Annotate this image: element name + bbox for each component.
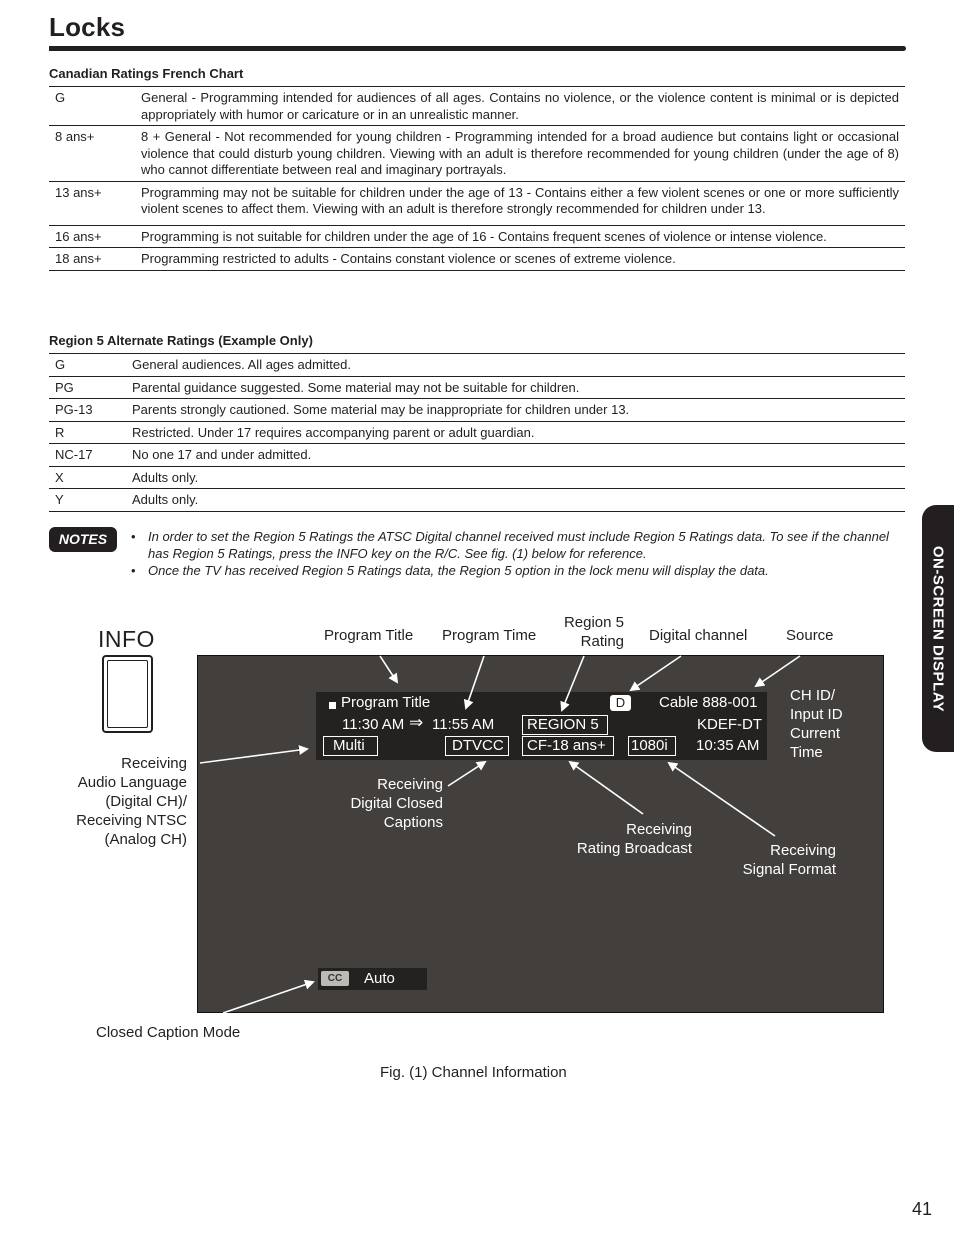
arrow-source	[756, 656, 800, 686]
arrow-rating	[570, 762, 643, 814]
time-arrow-icon: ⇒	[409, 713, 424, 732]
rating-desc: General audiences. All ages admitted.	[132, 357, 351, 372]
rating-desc: Parents strongly cautioned. Some material may be inappropriate for children under 13.	[132, 402, 630, 417]
arrow-signal	[669, 763, 775, 836]
rating-code: Y	[55, 492, 64, 507]
rating-code: R	[55, 424, 65, 440]
arrow-program-title	[380, 656, 397, 682]
canadian-french-title: Canadian Ratings French Chart	[49, 66, 244, 81]
rating-code: PG	[55, 379, 74, 395]
arrow-cc-mode	[223, 982, 313, 1013]
banner-program-title: Program Title	[341, 694, 431, 711]
rating-code: 18 ans+	[55, 251, 102, 266]
info-label: INFO	[98, 626, 155, 652]
callout-source: Source	[786, 627, 834, 644]
rating-code: 8 ans+	[55, 129, 95, 144]
callout-rating-broadcast: Receiving Rating Broadcast	[576, 821, 692, 857]
rating-code: PG-13	[55, 402, 93, 417]
arrow-digital-channel	[631, 656, 681, 690]
rating-desc: Parental guidance suggested. Some material may not be suitable for children.	[132, 379, 580, 395]
banner-dtvcc: DTVCC	[452, 737, 504, 754]
rating-code: G	[55, 90, 66, 105]
rating-desc: General - Programming intended for audiences of all ages. Contains no violence, or the violence content is minimal or is depicted appropriately with humor or caricature or in an unrealistic manner.	[141, 90, 899, 122]
banner-clock: 10:35 AM	[696, 737, 760, 754]
side-tab-label: ON-SCREEN DISPLAY	[929, 545, 947, 712]
rating-code: X	[55, 469, 64, 485]
callout-chid-time: CH ID/ Input ID Current Time	[790, 687, 843, 761]
banner-station: KDEF-DT	[697, 716, 762, 733]
banner-region: REGION 5	[527, 716, 599, 733]
callout-cc-mode: Closed Caption Mode	[96, 1024, 241, 1041]
rating-desc: Programming restricted to adults - Contains constant violence or scenes of extreme violence.	[141, 251, 676, 266]
banner-time-start: 11:30 AM	[342, 716, 405, 733]
note-item: • In order to set the Region 5 Ratings the ATSC Digital channel received must include Region 5 Ratings data. To see if the channel has Region 5 Ratings, press the INFO key on the R/C. See fig. (1) below for reference.	[131, 528, 906, 562]
rating-desc: No one 17 and under admitted.	[132, 447, 312, 462]
region5-title: Region 5 Alternate Ratings (Example Only)	[49, 333, 313, 348]
callout-audio-language: Receiving Audio Language (Digital CH)/ Receiving NTSC (Analog CH)	[76, 755, 187, 848]
page-heading: Locks	[49, 12, 126, 42]
rating-code: 13 ans+	[55, 184, 102, 200]
figure-caption: Fig. (1) Channel Information	[380, 1064, 567, 1081]
banner-time-end: 11:55 AM	[432, 716, 495, 733]
rating-desc: Programming is not suitable for children under the age of 16 - Contains frequent scenes of violence or intense violence.	[141, 228, 827, 244]
closed-caption-icon: CC	[321, 971, 349, 986]
banner-rating: CF-18 ans+	[527, 737, 606, 754]
rating-code: G	[55, 357, 66, 372]
page-number: 41	[912, 1199, 933, 1219]
rating-desc: 8 + General - Not recommended for young children - Programming intended for a broad audience but contains light or occasional violence that could disturb young children. Viewing with an adult is therefore recommended for young children (under the age of 8) who cannot differentiate between real and imaginary portrayals.	[141, 129, 899, 177]
arrow-audio-screen	[200, 749, 307, 763]
arrow-region5	[562, 656, 584, 710]
digital-badge-icon: D	[610, 695, 631, 711]
rating-desc: Adults only.	[132, 469, 199, 485]
cc-mode-value: Auto	[364, 970, 395, 987]
banner-format: 1080i	[631, 737, 668, 754]
rating-desc: Restricted. Under 17 requires accompanying parent or adult guardian.	[132, 424, 535, 440]
rating-desc: Programming may not be suitable for children under the age of 13 - Contains either a few violent scenes or one or more sufficiently violent scenes to affect them. Viewing with an adult is therefore strongly recommended for children under 13.	[141, 184, 899, 216]
rating-desc: Adults only.	[132, 492, 199, 507]
rating-code: NC-17	[55, 447, 93, 462]
banner-source: Cable 888-001	[659, 694, 758, 711]
callout-program-title: Program Title	[324, 627, 414, 644]
callout-signal-format: Receiving Signal Format	[742, 842, 836, 878]
banner-audio: Multi	[333, 737, 365, 754]
callout-region5-rating: Region 5 Rating	[563, 614, 624, 650]
note-item: • Once the TV has received Region 5 Ratings data, the Region 5 option in the lock menu will display the data.	[131, 562, 906, 579]
rating-code: 16 ans+	[55, 228, 102, 244]
callout-digital-cc: Receiving Digital Closed Captions	[350, 776, 443, 831]
callout-program-time: Program Time	[442, 627, 537, 644]
callout-digital-channel: Digital channel	[649, 627, 748, 644]
arrow-program-time	[466, 656, 484, 708]
notes-badge: NOTES	[49, 527, 117, 552]
arrow-dtvcc	[448, 762, 485, 786]
